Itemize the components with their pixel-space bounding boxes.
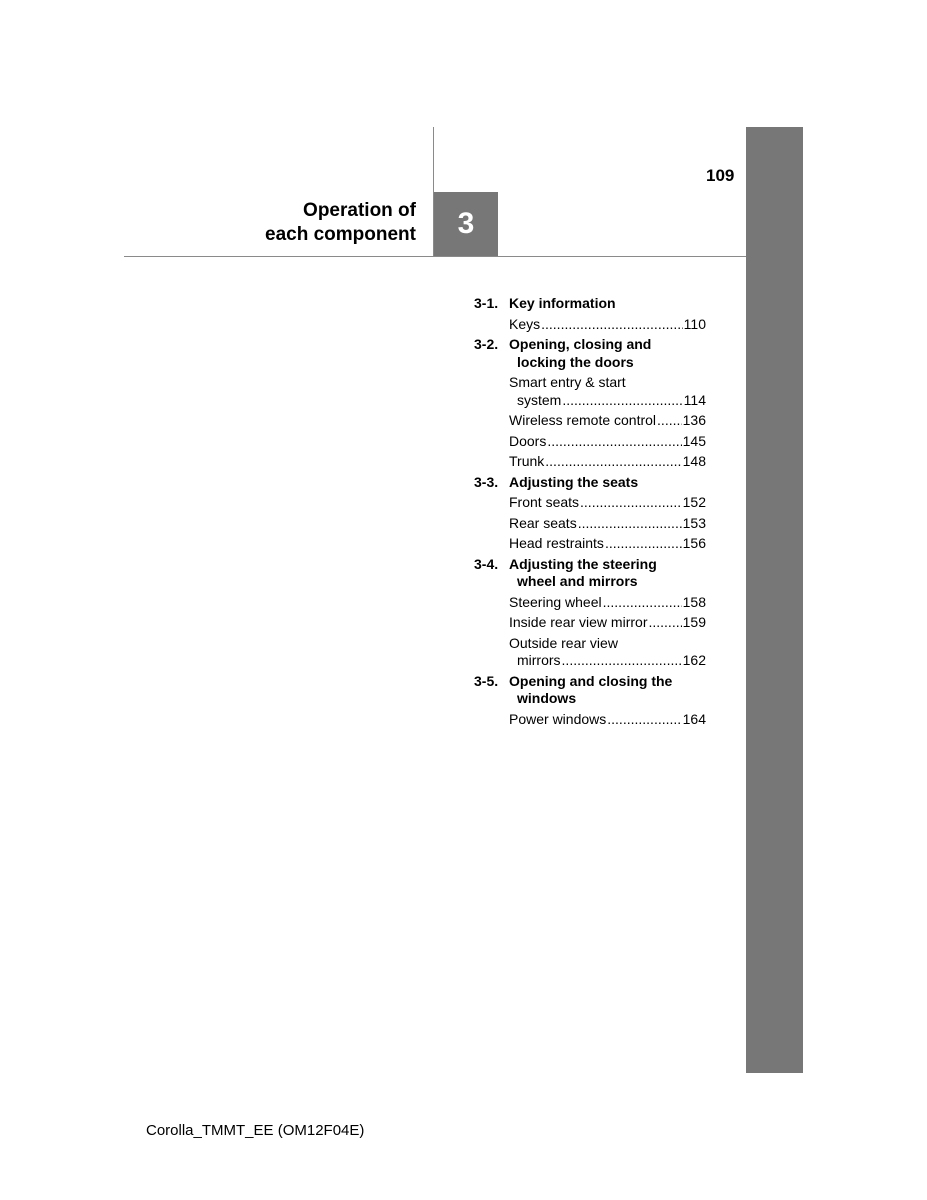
leader-dots <box>541 316 683 334</box>
toc-entry-smart-entry[interactable] <box>474 374 706 409</box>
entry-page: 153 <box>682 514 706 531</box>
entry-page: 145 <box>682 432 706 449</box>
entry-label-line1: Outside rear view <box>509 634 618 651</box>
entry-label: Head restraints <box>509 535 604 551</box>
chapter-title <box>265 199 416 247</box>
entry-page: 158 <box>682 593 706 610</box>
leader-dots <box>648 614 681 632</box>
section-title-line2: locking the doors <box>517 353 634 370</box>
toc-entry-steering-wheel[interactable] <box>509 594 706 612</box>
leader-dots <box>605 535 682 553</box>
leader-dots <box>607 711 681 729</box>
leader-dots <box>547 433 681 451</box>
toc-entry-rear-seats[interactable] <box>509 515 706 533</box>
leader-dots <box>545 453 681 471</box>
entry-label: Steering wheel <box>509 593 602 610</box>
entry-page: 136 <box>682 412 706 428</box>
table-of-contents <box>474 295 706 731</box>
toc-entry-head-restraints[interactable] <box>509 535 706 553</box>
toc-entry-trunk[interactable] <box>509 453 706 471</box>
leader-dots <box>562 392 682 410</box>
footer-doc-code: Corolla_TMMT_EE (OM12F04E) <box>146 1122 365 1139</box>
entry-page: 152 <box>682 494 706 510</box>
entry-page: 110 <box>683 315 706 332</box>
toc-section-3-5[interactable] <box>474 673 706 708</box>
entry-label: Power windows <box>509 710 607 727</box>
chapter-number: 3 <box>457 207 475 240</box>
entry-page: 148 <box>682 453 706 469</box>
toc-section-3-1[interactable] <box>474 295 706 313</box>
entry-label: Wireless remote control <box>509 412 657 428</box>
entry-page: 162 <box>682 652 706 668</box>
section-number: 3-3. <box>474 473 499 490</box>
entry-label: system <box>517 391 562 408</box>
toc-section-3-2[interactable] <box>474 336 706 371</box>
chapter-title-line1: Operation of <box>303 200 416 221</box>
section-title: Key information <box>509 295 616 311</box>
toc-entry-inside-mirror[interactable] <box>509 614 706 632</box>
toc-section-3-4[interactable] <box>474 556 706 591</box>
section-title: Adjusting the seats <box>509 473 639 490</box>
leader-dots <box>578 515 682 533</box>
entry-page: 164 <box>682 710 706 727</box>
section-number: 3-4. <box>474 555 499 572</box>
leader-dots <box>580 494 682 512</box>
toc-entry-power-windows[interactable] <box>509 711 706 729</box>
entry-label: Keys <box>509 315 541 332</box>
section-number: 3-2. <box>474 336 499 352</box>
page-number: 109 <box>706 166 735 185</box>
toc-entry-outside-mirrors[interactable] <box>474 635 706 670</box>
section-number: 3-5. <box>474 672 499 689</box>
entry-label: mirrors <box>517 652 561 668</box>
section-title-line2: windows <box>517 690 577 706</box>
entry-label: Doors <box>509 432 547 449</box>
section-title: Opening, closing and <box>509 336 652 352</box>
leader-dots <box>562 652 682 670</box>
leader-dots <box>657 412 682 430</box>
section-title: Adjusting the steering <box>509 555 657 572</box>
entry-page: 159 <box>682 614 706 630</box>
entry-label: Trunk <box>509 453 545 469</box>
entry-page: 114 <box>683 391 706 408</box>
entry-label-line1: Smart entry & start <box>509 374 626 390</box>
entry-label: Rear seats <box>509 514 577 531</box>
leader-dots <box>603 594 682 612</box>
toc-entry-doors[interactable] <box>509 433 706 451</box>
section-title-line2: wheel and mirrors <box>517 573 638 589</box>
section-number: 3-1. <box>474 295 499 311</box>
header-horizontal-rule <box>124 256 746 257</box>
entry-label: Inside rear view mirror <box>509 614 648 630</box>
section-title: Opening and closing the <box>509 672 673 689</box>
chapter-title-line2: each component <box>265 224 416 245</box>
toc-entry-wireless-remote[interactable] <box>509 412 706 430</box>
toc-section-3-3[interactable] <box>474 474 706 492</box>
entry-label: Front seats <box>509 494 580 510</box>
chapter-number-box <box>434 192 498 256</box>
toc-entry-keys[interactable] <box>509 316 706 334</box>
toc-entry-front-seats[interactable] <box>509 494 706 512</box>
entry-page: 156 <box>682 535 706 551</box>
side-chapter-tab <box>746 127 803 1073</box>
